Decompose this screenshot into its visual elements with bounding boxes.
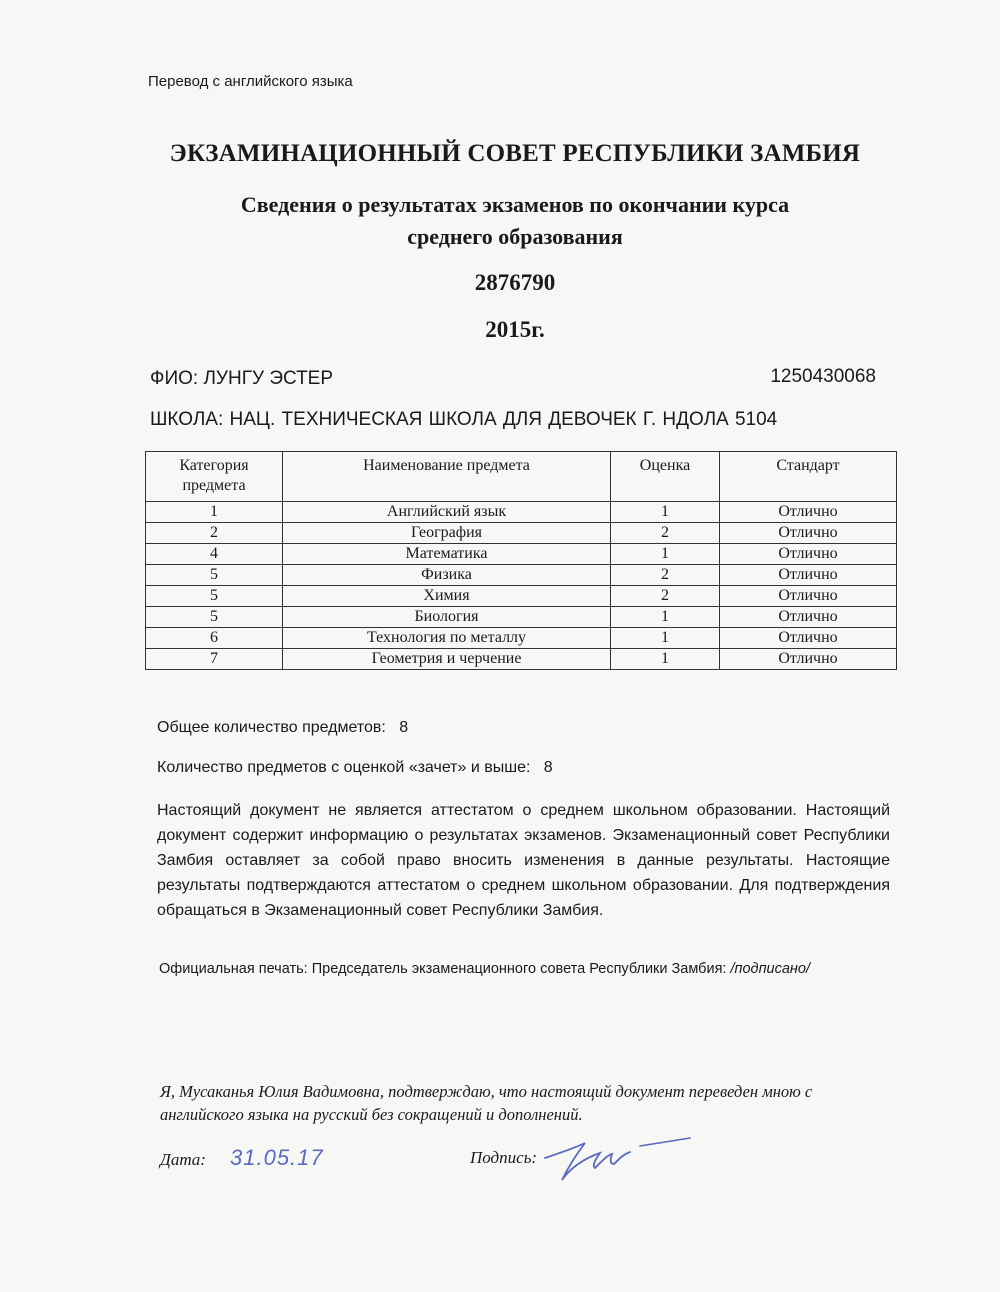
cell-category: 6	[146, 628, 283, 649]
cell-subject: Математика	[283, 544, 611, 565]
student-name: ФИО: ЛУНГУ ЭСТЕР	[150, 368, 334, 389]
cell-standard: Отлично	[720, 502, 897, 523]
subtitle-line-2: среднего образования	[407, 224, 623, 249]
total-subjects-label: Общее количество предметов:	[157, 719, 386, 736]
cell-subject: Английский язык	[283, 502, 611, 523]
cell-grade: 2	[611, 523, 720, 544]
translator-statement: Я, Мусаканья Юлия Вадимовна, подтверждаю, что настоящий документ переведен мною с английского языка на русский без сокращений и дополнений.	[160, 1082, 813, 1124]
table-row	[146, 649, 897, 670]
cell-category: 4	[146, 544, 283, 565]
handwritten-signature	[540, 1128, 700, 1193]
table-row	[146, 523, 897, 544]
results-table	[145, 451, 897, 670]
handwritten-date: 31.05.17	[230, 1145, 324, 1170]
cell-subject: Физика	[283, 565, 611, 586]
cell-subject: Биология	[283, 607, 611, 628]
table-row	[146, 502, 897, 523]
cell-grade: 2	[611, 586, 720, 607]
cell-category: 5	[146, 607, 283, 628]
table-row	[146, 586, 897, 607]
official-seal-text: Официальная печать: Председатель экзаменационного совета Республики Замбия:	[159, 961, 727, 977]
document-subtitle	[0, 189, 1000, 253]
certificate-number: 2876790	[474, 270, 556, 295]
header-subject: Наименование предмета	[283, 452, 611, 502]
passed-subjects-label: Количество предметов с оценкой «зачет» и выше:	[157, 759, 531, 776]
cell-standard: Отлично	[720, 586, 897, 607]
cell-standard: Отлично	[720, 565, 897, 586]
cell-category: 5	[146, 565, 283, 586]
cell-grade: 2	[611, 565, 720, 586]
cell-standard: Отлично	[720, 607, 897, 628]
cell-grade: 1	[611, 628, 720, 649]
exam-year: 2015г.	[485, 317, 545, 342]
cell-grade: 1	[611, 607, 720, 628]
cell-standard: Отлично	[720, 523, 897, 544]
cell-subject: Технология по металлу	[283, 628, 611, 649]
passed-subjects-value: 8	[543, 759, 553, 776]
cell-category: 2	[146, 523, 283, 544]
signature-icon	[540, 1128, 700, 1188]
table-row	[146, 628, 897, 649]
total-subjects	[157, 719, 408, 737]
cell-standard: Отлично	[720, 649, 897, 670]
translation-note: Перевод с английского языка	[148, 73, 353, 90]
document-title: ЭКЗАМИНАЦИОННЫЙ СОВЕТ РЕСПУБЛИКИ ЗАМБИЯ	[169, 140, 861, 167]
cell-standard: Отлично	[720, 628, 897, 649]
header-category: Категория предмета	[146, 452, 283, 502]
cell-subject: Химия	[283, 586, 611, 607]
cell-subject: Геометрия и черчение	[283, 649, 611, 670]
candidate-number: 1250430068	[770, 366, 876, 387]
cell-grade: 1	[611, 544, 720, 565]
school-name: ШКОЛА: НАЦ. ТЕХНИЧЕСКАЯ ШКОЛА ДЛЯ ДЕВОЧЕК Г. НДОЛА 5104	[150, 409, 778, 430]
cell-category: 1	[146, 502, 283, 523]
disclaimer-paragraph: Настоящий документ не является аттестатом о среднем школьном образовании. Настоящий документ содержит информацию о результатах экзаменов. Экзаменационный совет Республики Замбия оставляет за собой право вносить изменения в данные результаты. Настоящие результаты подтверждаются аттестатом о среднем школьном образовании. Для подтверждения обращаться в Экзаменационный совет Республики Замбия.	[157, 802, 890, 919]
cell-standard: Отлично	[720, 544, 897, 565]
table-header-row	[146, 452, 897, 502]
date-label: Дата:	[160, 1150, 206, 1169]
official-seal-line	[159, 961, 810, 977]
signature-label: Подпись:	[470, 1148, 538, 1167]
passed-subjects	[157, 759, 553, 777]
table-row	[146, 607, 897, 628]
table-row	[146, 565, 897, 586]
official-signed-mark: /подписано/	[730, 961, 811, 977]
header-grade: Оценка	[611, 452, 720, 502]
cell-category: 7	[146, 649, 283, 670]
cell-grade: 1	[611, 649, 720, 670]
table-row	[146, 544, 897, 565]
subtitle-line-1: Сведения о результатах экзаменов по окончании курса	[240, 192, 790, 217]
total-subjects-value: 8	[399, 719, 409, 736]
cell-subject: География	[283, 523, 611, 544]
cell-grade: 1	[611, 502, 720, 523]
header-standard: Стандарт	[720, 452, 897, 502]
cell-category: 5	[146, 586, 283, 607]
